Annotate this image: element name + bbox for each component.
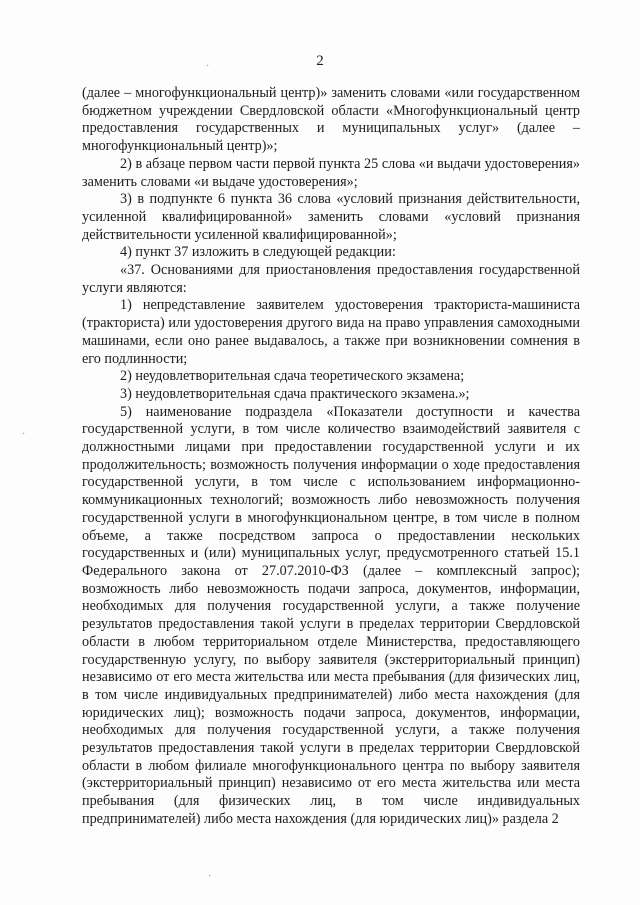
scan-speck: ·	[22, 429, 26, 440]
paragraph-subitem-3: 3) неудовлетворительная сдача практического экзамена.»;	[120, 385, 470, 402]
paragraph-point-37: «37. Основаниями для приостановления предоставления государственной услуги являются:	[82, 262, 580, 296]
scan-speck: ·	[208, 871, 212, 882]
paragraph-item-2: 2) в абзаце первом части первой пункта 25 слова «и выдачи удостоверения» заменить словами «и выдаче удостоверения»;	[82, 155, 580, 190]
document-body	[82, 85, 580, 829]
paragraph-subitem-1: 1) непредставление заявителем удостоверения тракториста-машиниста (тракториста) или удостоверения другого вида на право управления самоходными машинами, если оно ранее выдавалось, а также при возникновении сомнения в его подлинности;	[82, 297, 580, 367]
paragraph-item-3: 3) в подпункте 6 пункта 36 слова «условий признания действительности, усиленной квалифицированной» заменить словами «условий признания действительности усиленной квалифицированной»;	[82, 191, 580, 243]
page-number: 2	[316, 53, 324, 69]
paragraph-item-5: 5) наименование подраздела «Показатели доступности и качества государственной услуги, в том числе количество взаимодействий заявителя с должностными лицами при предоставлении государственной услуги и их продолжительность; возможность получения информации о ходе предоставления государственной услуги, в том числе с использованием информационно-коммуникационных технологий; возможность либо невозможность получения государственной услуги в многофункциональном центре, в том числе в полном объеме, а также посредством запроса о предоставлении нескольких государственных и (или) муниципальных услуг, предусмотренного статьей 15.1 Федерального закона от 27.07.2010-ФЗ (далее – комплексный запрос); возможность либо невозможность подачи запроса, документов, информации, необходимых для получения государственной услуги, а также получение результатов предоставления такой услуги в пределах территории Свердловской области в любом территориальном отделе Министерства, предоставляющего государственную услугу, по выбору заявителя (экстерриториальный принцип) независимо от его места жительства или места пребывания (для физических лиц, в том числе индивидуальных предпринимателей) либо места нахождения (для юридических лиц); возможность подачи запроса, документов, информации, необходимых для получения государственной услуги, а также получения результатов предоставления такой услуги в пределах территории Свердловской области в любом филиале многофункционального центра по выбору заявителя (экстерриториальный принцип) независимо от его места жительства или места пребывания (для физических лиц, в том числе индивидуальных предпринимателей) либо места нахождения (для юридических лиц)» раздела 2	[82, 403, 580, 827]
paragraph-item-4: 4) пункт 37 изложить в следующей редакции:	[120, 244, 396, 261]
paragraph-continuation: (далее – многофункциональный центр)» заменить словами «или государственном бюджетном учреждении Свердловской области «Многофункциональный центр предоставления государственных и муниципальных услуг» (далее – многофункциональный центр)»;	[82, 85, 580, 155]
paragraph-subitem-2: 2) неудовлетворительная сдача теоретического экзамена;	[120, 368, 465, 385]
scan-speck: ·	[206, 61, 210, 72]
